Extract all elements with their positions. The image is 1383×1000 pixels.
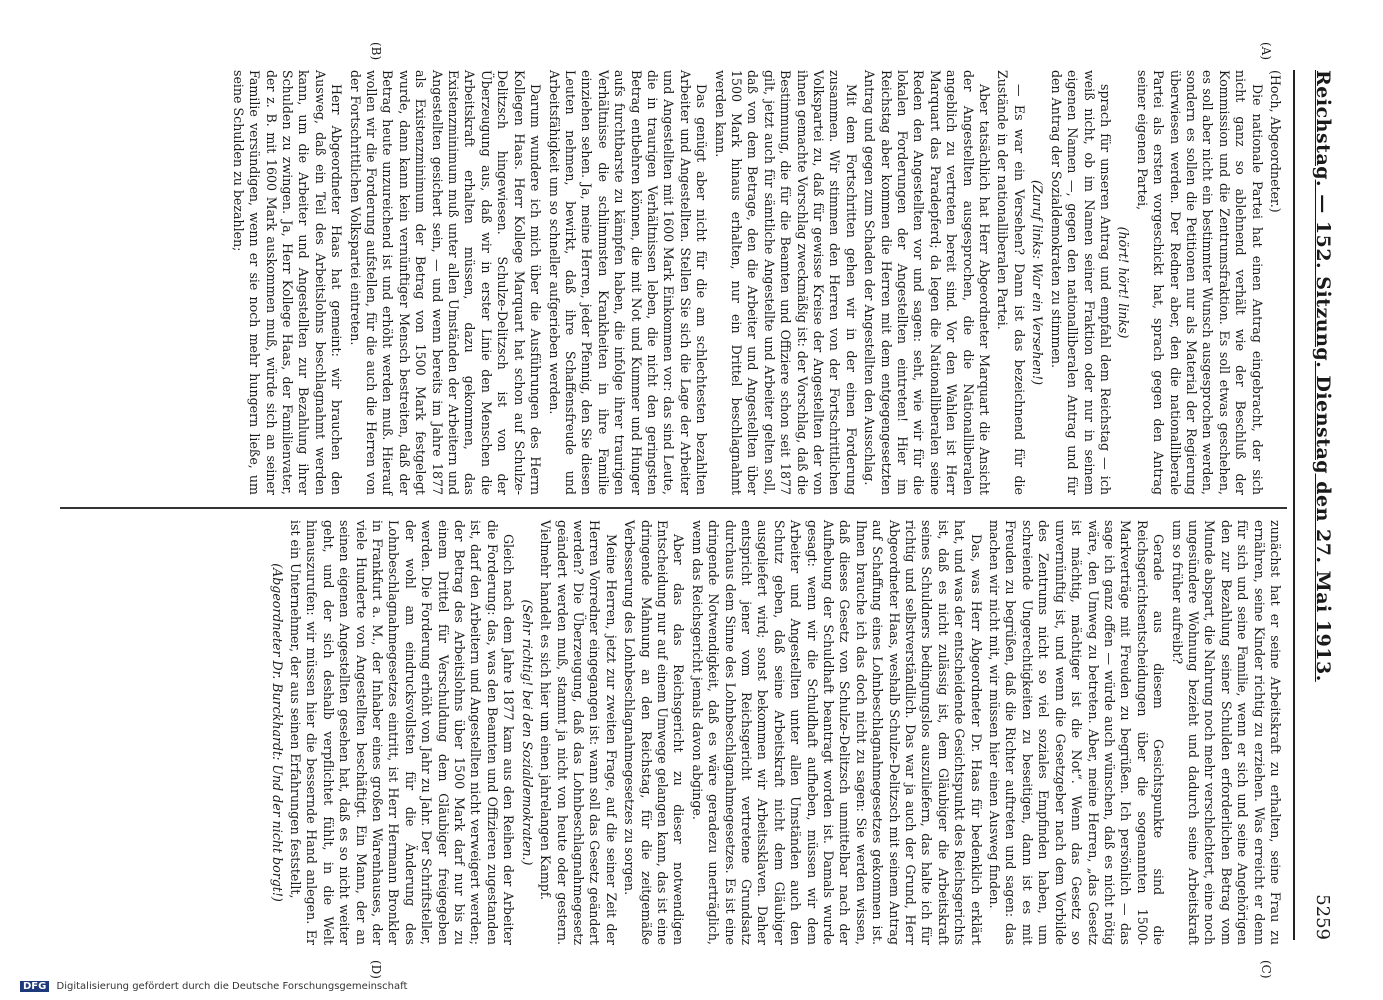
paragraph: Darum wundere ich mich über die Ausführungen des Herrn Kollegen Haas. Herr Kollege Marquart hat schon auf Schulze-Delitzsch hingewiesen. Schulze-Delitzsch ist von der Überzeugung aus, daß wir in erster Linie den Menschen die Arbeitskraft erhalten müssen, dazu gekommen, das Existenzminimum muß unter allen Umständen der Arbeitern und Angestellten gesichert sein, — und wenn bereits im Jahre 1877 als Existenzminimum der Betrag von 1500 Mark festgelegt wurde, dann kann kein vernünftiger Mensch bestreiten, daß der Betrag heute unzureichend ist und erhöht werden muß. Hierauf wollen wir die Forderung aufstellen, für die auch die Herren von der Fortschrittlichen Volkspartei eintreten. xyxy=(347,70,544,495)
dfg-logo: DFG xyxy=(20,981,49,992)
right-column xyxy=(50,520,1283,945)
interjection: (Sehr richtig! bei den Sozialdemokraten.) xyxy=(519,599,535,866)
page-number: 5259 xyxy=(1312,894,1334,940)
paragraph: Mit dem Fortschritten gehen wir in der einen Forderung zusammen. Wir stimmen den Herren von der Fortschrittlichen Volkspartei zu, daß für gewisse Kreise der Angestellten der von ihnen gemachte Vorschlag zweckmäßig ist: der Vorschlag, daß die Bestimmung, die für die Beamten und Offiziere schon seit 1877 gilt, jetzt auch für sämtliche Angestellte und Arbeiter gelten soll, daß von dem Betrage, den die Arbeiter und Angestellten über 1500 Mark hinaus erhalten, nur ein Drittel beschlagnahmt werden kann. xyxy=(712,70,859,495)
margin-marker-a: (A) xyxy=(1259,42,1273,61)
page-title: Reichstag. — 152. Sitzung. Dienstag den 27. Mai 1913. xyxy=(1312,70,1334,682)
paragraph: Die nationale Partei hat einen Antrag eingebracht, der sich nicht ganz so ablehnend verhält wie der Beschluß der Kommission und die Zentrumsfraktion. Es soll etwas geschehen, es soll aber nicht ein bestimmter Wunsch ausgesprochen werden, sondern es sollen die Petitionen nur als Material der Regierung überwiesen werden. Der Redner aber, den die nationalliberale Partei als ersten vorgeschickt hat, sprach gegen den Antrag seiner eigenen Partei, xyxy=(1134,70,1265,495)
paragraph: — Es war ein Versehen? Dann ist das bezeichnend für die Zustände in der nationalliberalen Partei. xyxy=(995,70,1027,495)
speaker-line: (Hoch, Abgeordneter.) xyxy=(1268,70,1283,213)
paragraph: zunächst hat er seine Arbeitskraft zu erhalten, seine Frau zu ernähren, seine Kinder richtig zu erziehen. Was erreicht er denn für sich und seine Familie, wenn er sich und seine Angehörigen den zur Bezahlung seiner Schulden erforderlichen Betrag vom Munde abspart, die Nahrung noch mehr verschlechtert, eine noch ungesündere Wohnung bezieht und dadurch seine Arbeitskraft um so früher aufreibt? xyxy=(1169,520,1283,945)
paragraph: Gerade aus diesem Gesichtspunkte sind die Reichsgerichtsentscheidungen über die sogenannten 1500-Markverträge mit Freuden zu begrüßen. Ich persönlich — das sage ich ganz offen — würde auch wünschen, daß es nicht nötig wäre, den Umweg zu betreten. Aber, meine Herren, „das Gesetz ist mächtig, mächtiger ist die Not“. Wenn das Gesetz so unvernünftig ist, und wenn die Gesetzgeber nach dem Vorbilde des Zentrums nicht so viel soziales Empfinden haben, um schreiende Ungerechtigkeiten zu beseitigen, dann ist es mit Freuden zu begrüßen, daß die Richter auftreten und sagen: das machen wir nicht mit, wir müssen hier einen Ausweg finden. xyxy=(987,520,1167,945)
page-header xyxy=(1303,70,1343,940)
paragraph: Herr Abgeordneter Haas hat gemeint: wir brauchen den Ausweg, daß ein Teil des Arbeitslohns beschlagnahmt werden kann, um die Arbeiter und Angestellten zur Bezahlung ihrer Schulden zu zwingen. Ja, Herr Kollege Haas, der Familienvater, der z. B. mit 1600 Mark auskommen muß, würde sich an seiner Familie versündigen, wenn er sie noch mehr hungern ließe, um seine Schulden zu bezahlen; xyxy=(230,70,345,495)
interjection: (Abgeordneter Dr. Burckhardt: Und der nicht borgt!) xyxy=(269,563,285,902)
margin-marker-d: (D) xyxy=(369,960,383,979)
interjection: (Zuruf links: War ein Versehen!) xyxy=(1030,179,1046,386)
paragraph: Gleich nach dem Jahre 1877 kam aus den Reihen der Arbeiter die Forderung: das, was den Beamten und Offizieren zugestanden ist, darf den Arbeitern und Angestellten nicht verweigert werden; der Betrag des Arbeitslohns über 1500 Mark darf nur bis zu einem Drittel für Verschuldung dem Gläubiger freigegeben werden. Die Forderung erhöht von Jahr zu Jahr. Der Schriftsteller, der wohl am eindrucksvollsten für die Änderung des Lohnbeschlagnahmegesetzes eintritt, ist Herr Hermann Bronkler in Frankfurt a. M., der Inhaber eines großen Warenhauses, der viele Hunderte von Angestellten beschäftigt. Ein Mann, der an seinen eigenen Angestellten gesehen hat, daß es so nicht weiter geht, und der sich deshalb verpflichtet fühlt, in die Welt hinauszurufen: wir müssen hier die bessernde Hand anlegen. Er ist ein Unternehmer, der aus seinen Erfahrungen feststellt, xyxy=(288,520,517,945)
paragraph: Das genügt aber nicht für die am schlechtesten bezahlten Arbeiter und Angestellten. Stellen Sie sich die Lage der Arbeiter und Angestellten mit 1600 Mark Einkommen vor: das sind Leute, die in traurigen Verhältnissen leben, die nicht den geringsten Betrag entbehren können, die mit Not und Kummer und Hunger aufs furchtbarste zu kämpfen haben, die infolge ihrer traurigen Verhältnisse die schlimmsten Krankheiten in ihre Familie einziehen sehen. Ja, meine Herren, jeder Pfennig, den Sie diesen Leuten nehmen, bewirkt, daß ihre Schaffensfreude und Arbeitsfähigkeit um so schneller aufgerieben werden. xyxy=(546,70,710,495)
margin-marker-b: (B) xyxy=(369,42,383,61)
paragraph: Aber das das Reichsgericht zu dieser notwendigen Entscheidung nur auf einem Umwege gelangen kann, das ist eine dringende Mahnung an den Reichstag, für die zeitgemäße Verbesserung des Lohnbeschlagnahmegesetzes zu sorgen. xyxy=(622,520,687,945)
column-divider xyxy=(60,507,1287,509)
left-column xyxy=(50,70,1283,495)
paragraph: Aber tatsächlich hat Herr Abgeordneter Marquart die Ansicht der Angestellten ausgesprochen, die die Nationalliberalen angeblich zu vertreten bereit sind. Vor den Wahlen ist Herr Marquart das Paradepferd; da legen die Nationalliberalen seine Reden den Angestellten vor und sagen: seht, wie wir für die lokalen Forderungen der Angestellten eintreten! Hier im Reichstag aber kommen die Herren mit dem entgegengesetzten Antrag und gegen zum Schaden der Angestellten den Ausschlag. xyxy=(862,70,993,495)
header-rule xyxy=(1293,70,1295,940)
paragraph: Das, was Herr Abgeordneter Dr. Haas für bedenklich erklärt hat, und was der entscheidende Gesichtspunkt des Reichsgerichts ist, daß es nicht zulässig ist, dem Gläubiger die Arbeitskraft seines Schuldners bedingungslos auszuliefern, das halte ich für richtig und selbstverständlich. Das war ja auch der Grund, Herr Abgeordneter Haas, weshalb Schulze-Delitzsch mit seinem Antrag auf Schaffung eines Lohnbeschlagnahmegesetzes gekommen ist. Ihnen brauche ich das doch nicht zu sagen: Sie werden wissen, daß dieses Gesetz von Schulze-Delitzsch unmittelbar nach der Aufhebung der Schuldhaft beantragt worden ist. Damals wurde gesagt: wenn wir die Schuldhaft aufheben, müssen wir dem Arbeiter und Angestellten unter allen Umständen auch den Schutz geben, daß seine Arbeitskraft nicht dem Gläubiger ausgeliefert wird; sonst bekommen wir Arbeitssklaven. Daher entspricht jener vom Reichsgericht vertretene Grundsatz durchaus dem Sinne des Lohnbeschlagnahmegesetzes. Es ist eine dringende Notwendigkeit, daß es wäre geradezu unerträglich, wenn das Reichsgericht jemals davon abginge. xyxy=(689,520,984,945)
margin-marker-c: (C) xyxy=(1259,960,1273,979)
footer-text: Digitalisierung gefördert durch die Deutsche Forschungsgemeinschaft xyxy=(56,981,408,992)
paragraph: sprach für unseren Antrag und empfahl dem Reichstag — ich weiß nicht, ob im Namen seiner Fraktion oder nur in seinem eigenen Namen —, gegen den nationalliberalen Antrag und für den Antrag der Sozialdemokraten zu stimmen. xyxy=(1048,70,1113,495)
footer-credit xyxy=(20,981,407,992)
paragraph: Meine Herren, jetzt zur zweiten Frage, auf die seiner Zeit der Herren Vorredner eingegangen ist: wann soll das Gesetz geändert werden? Die Überzeugung, daß das Lohnbeschlagnahmegesetz geändert werden muß, stammt ja nicht von heute oder gestern. Vielmehr handelt es sich hier um einen jahrelangen Kampf. xyxy=(538,520,619,945)
interjection: (hört! hört! links) xyxy=(1116,226,1132,339)
